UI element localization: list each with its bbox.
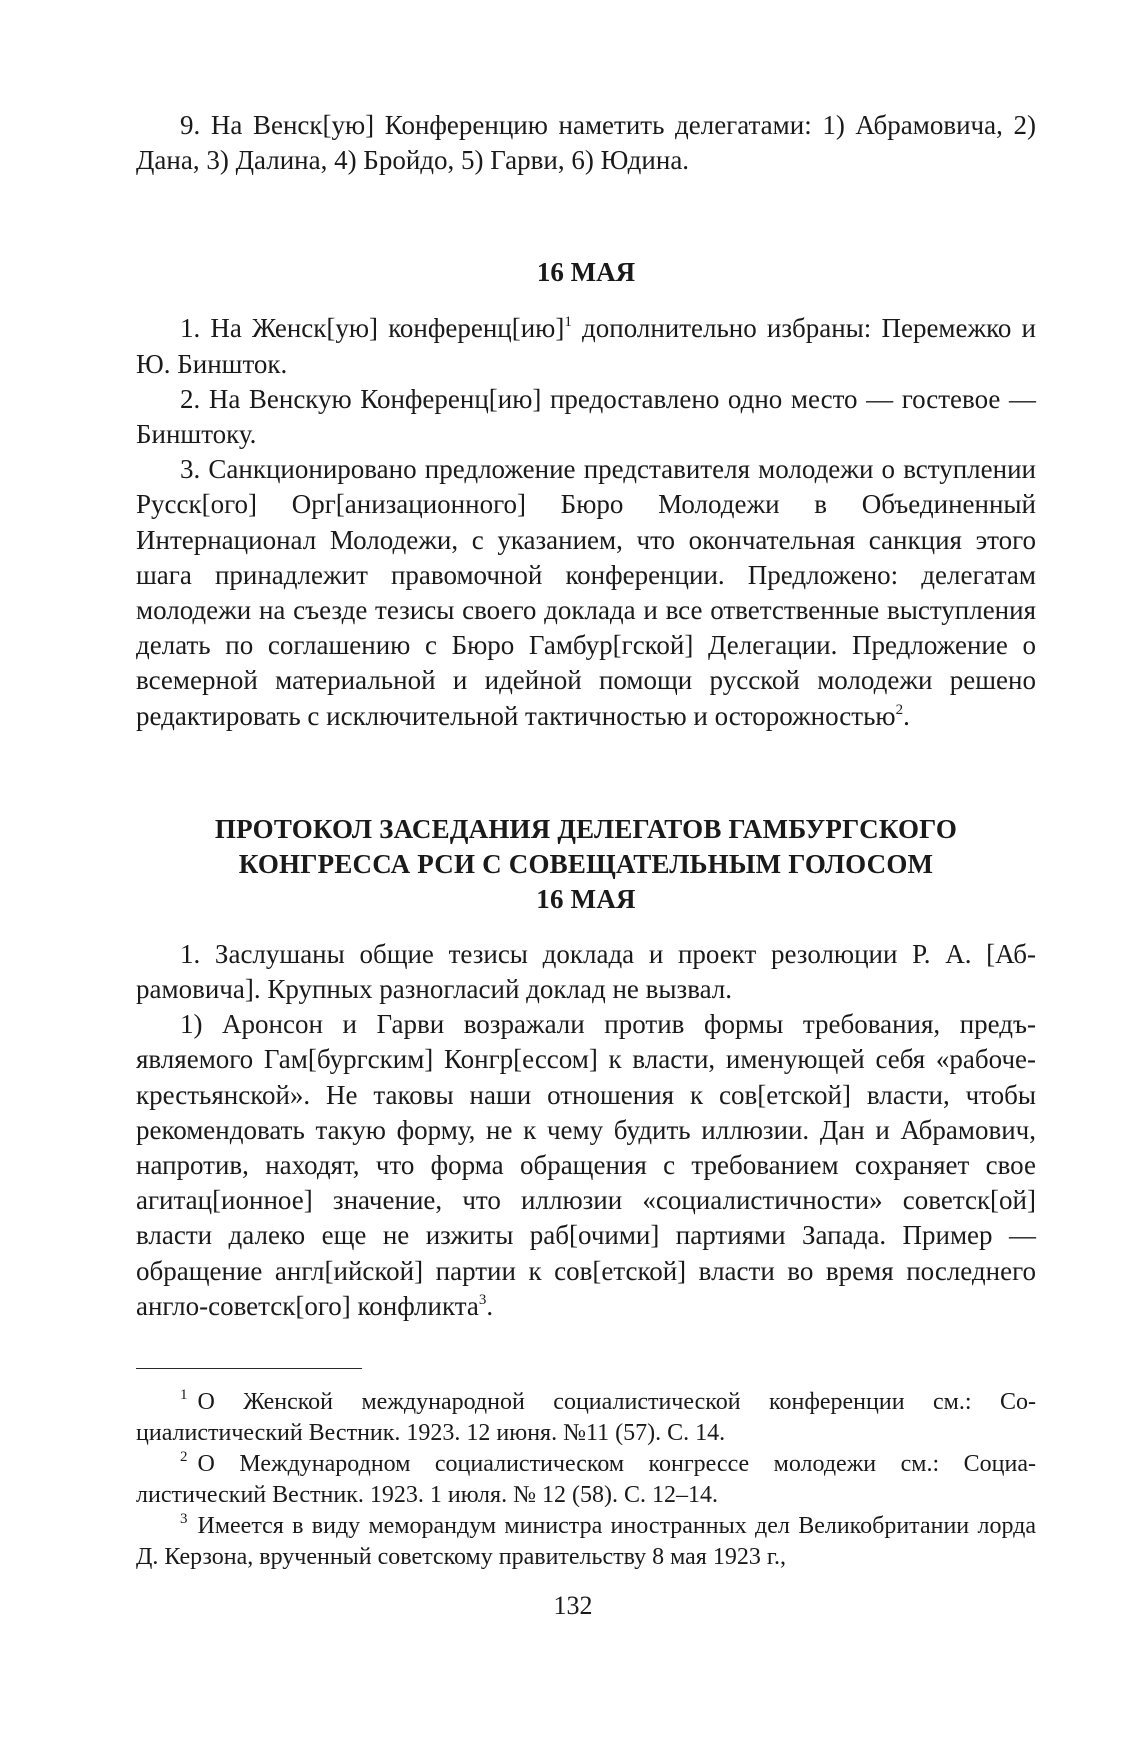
paragraph-text: 1) Аронсон и Гарви возражали против формы требования, предъявляемого Гам[бургским] Конгр[ессом] к власти, именующей себя «рабоче-крестьянской». Не таковы наши отношения к сов[етской] власти, чтобы рекомендовать такую форму, не к чему будить иллюзии. Дан и Абрамович, напротив, находят, что форма обращения с требованием сохраняет свое агитац[ионное] значение, что иллюзии «социалистичности» советск[ой] власти далеко еще не изжиты раб[очими] партиями Запада. Пример — обращение англ[ийской] партии к сов[етской] власти во время последнего англо-советск[ого] конфликта	[136, 1009, 1036, 1321]
footnote-ref[interactable]: 2	[895, 701, 904, 718]
paragraph-text: дополнительно избраны: Перемежко и Ю. Биншток.	[136, 313, 1036, 379]
footnote-text: О Международном социалистическом конгрессе молодежи см.: Социалистический Вестник. 1923. 1 июля. № 12 (58). С. 12–14.	[136, 1451, 1036, 1509]
heading-line: 16 МАЯ	[536, 883, 636, 914]
footnote-2	[136, 1449, 1036, 1511]
paragraph-item-3	[136, 452, 1036, 734]
paragraph-text: 1. На Женск[ую] конференц[ию]	[180, 313, 565, 344]
footnote-text: Имеется в виду меморандум министра иностранных дел Великобритании лорда Д. Керзона, врученный советскому правительству 8 мая 1923 г.,	[136, 1513, 1036, 1571]
paragraph-theses: 1. Заслушаны общие тезисы доклада и проект резолюции Р. А. [Абрамовича]. Крупных разногласий доклад не вызвал.	[136, 938, 1036, 1005]
page-body	[136, 108, 1036, 1573]
footnote-divider	[136, 1368, 362, 1369]
paragraph-text: 3. Санкционировано предложение представителя молодежи о вступлении Русск[ого] Орг[анизационного] Бюро Молодежи в Объединенный Интернационал Молодежи, с указанием, что окончательная санкция этого шага принадлежит правомочной конференции. Предложено: делегатам молодежи на съезде тезисы своего доклада и все ответственные выступления делать по соглашению с Бюро Гамбур[гской] Делегации. Предложение о всемерной материальной и идейной помощи русской молодежи решено редактировать с исключительной тактичностью и осторожностью	[136, 454, 1036, 731]
paragraph-item-2: 2. На Венскую Конференц[ию] предоставлено одно место — гостевое — Бинштоку.	[136, 383, 1036, 450]
heading-line: ПРОТОКОЛ ЗАСЕДАНИЯ ДЕЛЕГАТОВ ГАМБУРГСКОГО	[214, 813, 958, 844]
footnote-number: 3	[180, 1511, 188, 1528]
paragraph-delegates: 9. На Венск[ую] Конференцию наметить делегатами: 1) Абрамовича, 2) Дана, 3) Далина, 4) Бройдо, 5) Гарви, 6) Юдина.	[136, 110, 1036, 176]
paragraph-text: .	[486, 1290, 494, 1321]
footnote-ref[interactable]: 3	[478, 1291, 487, 1308]
footnote-text: О Женской международной социалистической конференции см.: Социалистический Вестник. 1923. 12 июня. №11 (57). С. 14.	[136, 1389, 1036, 1447]
heading-line: КОНГРЕССА РСИ С СОВЕЩАТЕЛЬНЫМ ГОЛОСОМ	[238, 848, 934, 879]
footnote-1	[136, 1387, 1036, 1449]
footnote-3	[136, 1511, 1036, 1573]
page-number: 132	[553, 1591, 593, 1620]
footnote-number: 1	[180, 1387, 188, 1404]
footnote-number: 2	[180, 1449, 188, 1466]
paragraph-aronson	[136, 1007, 1036, 1324]
footnote-ref[interactable]: 1	[564, 314, 572, 331]
paragraph-text: .	[903, 700, 910, 731]
section-heading-16-may: 16 МАЯ	[536, 257, 636, 288]
section-heading-protocol	[136, 812, 1036, 917]
paragraph-item-1	[136, 311, 1036, 381]
